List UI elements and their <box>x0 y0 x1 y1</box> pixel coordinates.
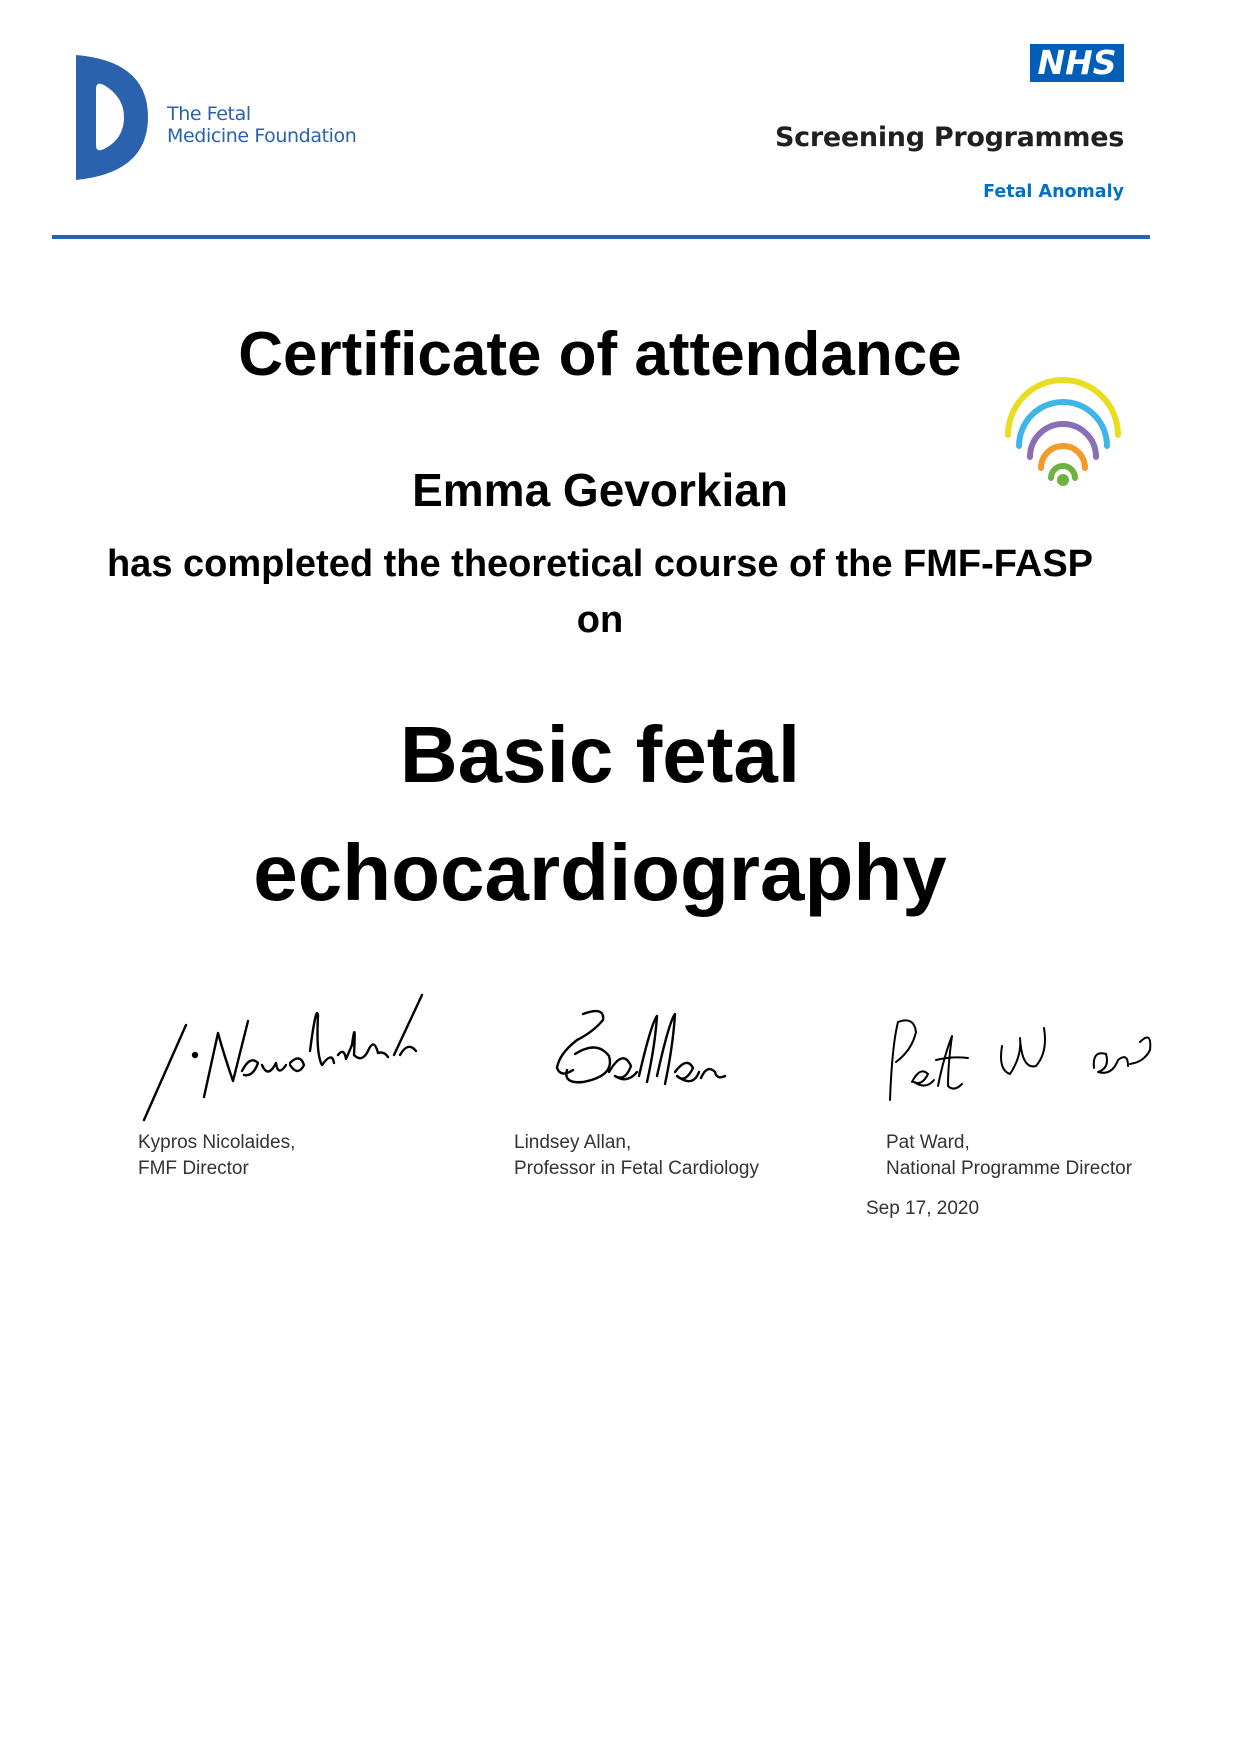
signatory-role: National Programme Director <box>886 1158 1133 1179</box>
fmf-name-line1: The Fetal <box>167 103 251 125</box>
signatory-ward <box>886 1130 1132 1182</box>
issue-date: Sep 17, 2020 <box>866 1198 980 1219</box>
fmf-name-line2: Medicine Foundation <box>167 125 357 147</box>
course-title <box>0 696 1200 932</box>
fmf-logo-icon <box>74 55 154 180</box>
signatory-name: Pat Ward, <box>886 1132 970 1153</box>
statement-line2: on <box>576 599 624 641</box>
nhs-badge: NHS <box>1030 44 1124 82</box>
course-title-line1: Basic fetal <box>399 710 801 799</box>
signature-allan <box>553 1006 753 1106</box>
certificate-title: Certificate of attendance <box>238 320 962 389</box>
subprogramme-name: Fetal Anomaly <box>983 182 1124 202</box>
fmf-wordmark <box>167 103 356 147</box>
signatory-role: Professor in Fetal Cardiology <box>514 1158 759 1179</box>
signature-ward <box>882 1016 1172 1116</box>
signatory-role: FMF Director <box>138 1158 249 1179</box>
signatory-nicolaides <box>138 1130 295 1182</box>
fmf-logo <box>74 55 374 185</box>
statement-line1: has completed the theoretical course of the FMF-FASP <box>106 543 1094 585</box>
signatory-allan <box>514 1130 759 1182</box>
header-divider <box>52 235 1150 239</box>
arc-purple <box>1030 424 1096 457</box>
programme-name: Screening Programmes <box>775 122 1124 153</box>
signatory-name: Kypros Nicolaides, <box>138 1132 296 1153</box>
completion-statement <box>0 536 1200 648</box>
signatory-name: Lindsey Allan, <box>514 1132 632 1153</box>
course-title-line2: echocardiography <box>253 828 947 917</box>
signature-ward-image <box>882 1016 1172 1116</box>
signature-nicolaides-image <box>138 985 438 1125</box>
recipient-name: Emma Gevorkian <box>412 464 788 516</box>
signature-nicolaides <box>138 985 438 1125</box>
nhs-logo-block <box>724 44 1124 214</box>
signature-allan-image <box>553 1006 753 1106</box>
